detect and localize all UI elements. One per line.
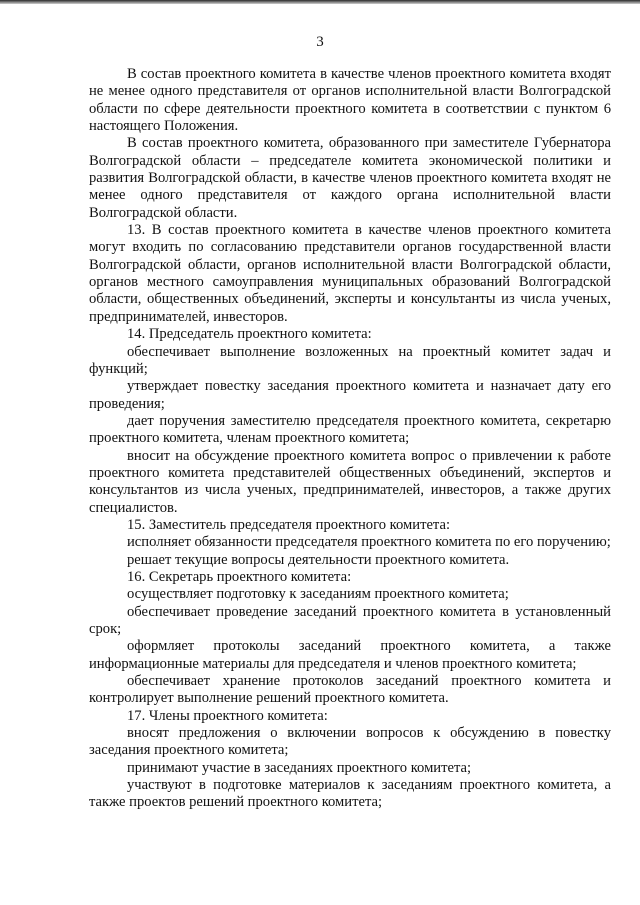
paragraph: решает текущие вопросы деятельности проектного комитета. bbox=[127, 551, 510, 568]
paragraph: вносит на обсуждение проектного комитета вопрос о привлечении к работе проектного комитета представителей общественных объединений, экспертов и консультантов из числа ученых, предпринимателей, инвесторов, а также других специалистов. bbox=[89, 447, 611, 516]
document-body bbox=[89, 66, 611, 812]
paragraph: 17. Члены проектного комитета: bbox=[127, 707, 328, 724]
paragraph: 14. Председатель проектного комитета: bbox=[127, 326, 372, 343]
paragraph: вносят предложения о включении вопросов к обсуждению в повестку заседания проектного комитета; bbox=[89, 725, 611, 759]
paragraph: 16. Секретарь проектного комитета: bbox=[127, 568, 352, 585]
paragraph: обеспечивает хранение протоколов заседаний проектного комитета и контролирует выполнение решений проектного комитета. bbox=[89, 673, 611, 707]
paragraph: обеспечивает проведение заседаний проектного комитета в установленный срок; bbox=[89, 603, 611, 637]
paragraph: обеспечивает выполнение возложенных на проектный комитет задач и функций; bbox=[89, 343, 611, 377]
paragraph: дает поручения заместителю председателя проектного комитета, секретарю проектного комитета, членам проектного комитета; bbox=[89, 412, 611, 447]
page-number: 3 bbox=[316, 34, 324, 50]
paragraph: В состав проектного комитета, образованного при заместителе Губернатора Волгоградской области – председателе комитета экономической политики и развития Волгоградской области, в качестве членов проектного комитета входят не менее одного представителя от каждого органа исполнительной власти Волгоградской области. bbox=[89, 135, 611, 221]
paragraph: оформляет протоколы заседаний проектного комитета, а также информационные материалы для председателя и членов проектного комитета; bbox=[89, 638, 611, 672]
paragraph: утверждает повестку заседания проектного комитета и назначает дату его проведения; bbox=[89, 378, 611, 412]
paragraph: 13. В состав проектного комитета в качестве членов проектного комитета могут входить по согласованию представители органов государственной власти Волгоградской области, органов исполнительной власти Волгоградской области, органов местного самоуправления муниципальных образований Волгоградской области, общественных объединений, эксперты и консультанты из числа ученых, предпринимателей, инвесторов. bbox=[89, 222, 611, 325]
paragraph: осуществляет подготовку к заседаниям проектного комитета; bbox=[127, 586, 509, 603]
paragraph: принимают участие в заседаниях проектного комитета; bbox=[127, 759, 472, 776]
paragraph: В состав проектного комитета в качестве членов проектного комитета входят не менее одного представителя от органов исполнительной власти Волгоградской области по сфере деятельности проектного комитета в соответствии с пунктом 6 настоящего Положения. bbox=[89, 66, 611, 135]
paragraph: исполняет обязанности председателя проектного комитета по его поручению; bbox=[127, 534, 611, 551]
scan-edge bbox=[0, 0, 640, 4]
paragraph: участвуют в подготовке материалов к заседаниям проектного комитета, а также проектов решений проектного комитета; bbox=[89, 777, 611, 811]
paragraph: 15. Заместитель председателя проектного комитета: bbox=[127, 516, 451, 533]
